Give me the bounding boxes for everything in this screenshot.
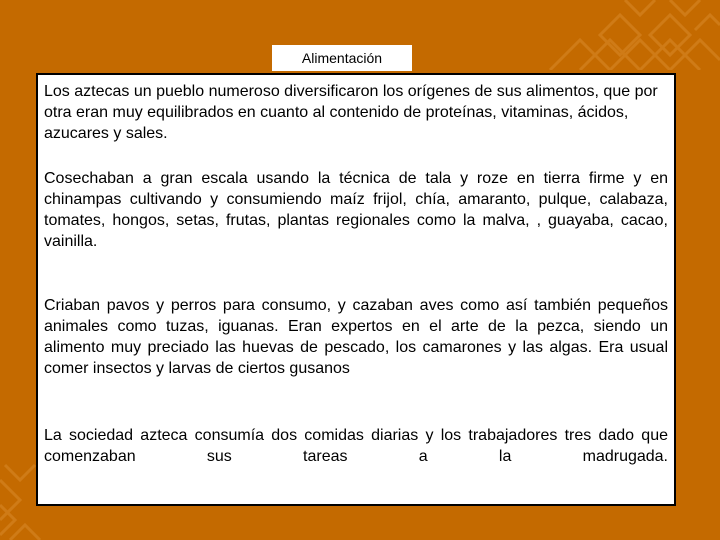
slide-title: Alimentación xyxy=(301,50,383,66)
content-box xyxy=(36,73,676,506)
paragraph-diet-overview: Los aztecas un pueblo numeroso diversificaron los orígenes de sus alimentos, que por otra eran muy equilibrados en cuanto al contenido de proteínas, vitaminas, ácidos, azucares y sales. xyxy=(44,83,658,142)
title-box xyxy=(272,45,412,71)
paragraph-daily-meals: La sociedad azteca consumía dos comidas diarias y los trabajadores tres dado que comenzaban sus tareas a la madrugada. xyxy=(44,427,668,465)
paragraph-animals: Criaban pavos y perros para consumo, y cazaban aves como así también pequeños animales como tuzas, iguanas. Eran expertos en el arte de la pezca, siendo un alimento muy preciado las huevas de pescado, los camarones y las algas. Era usual comer insectos y larvas de ciertos gusanos xyxy=(44,297,668,377)
paragraph-crops: Cosechaban a gran escala usando la técnica de tala y roze en tierra firme y en chinampas cultivando y consumiendo maíz frijol, chía, amaranto, pulque, calabaza, tomates, hongos, setas, frutas, plantas regionales como la malva, , guayaba, cacao, vainilla. xyxy=(44,170,668,250)
decorative-pattern-top-right xyxy=(540,0,720,70)
